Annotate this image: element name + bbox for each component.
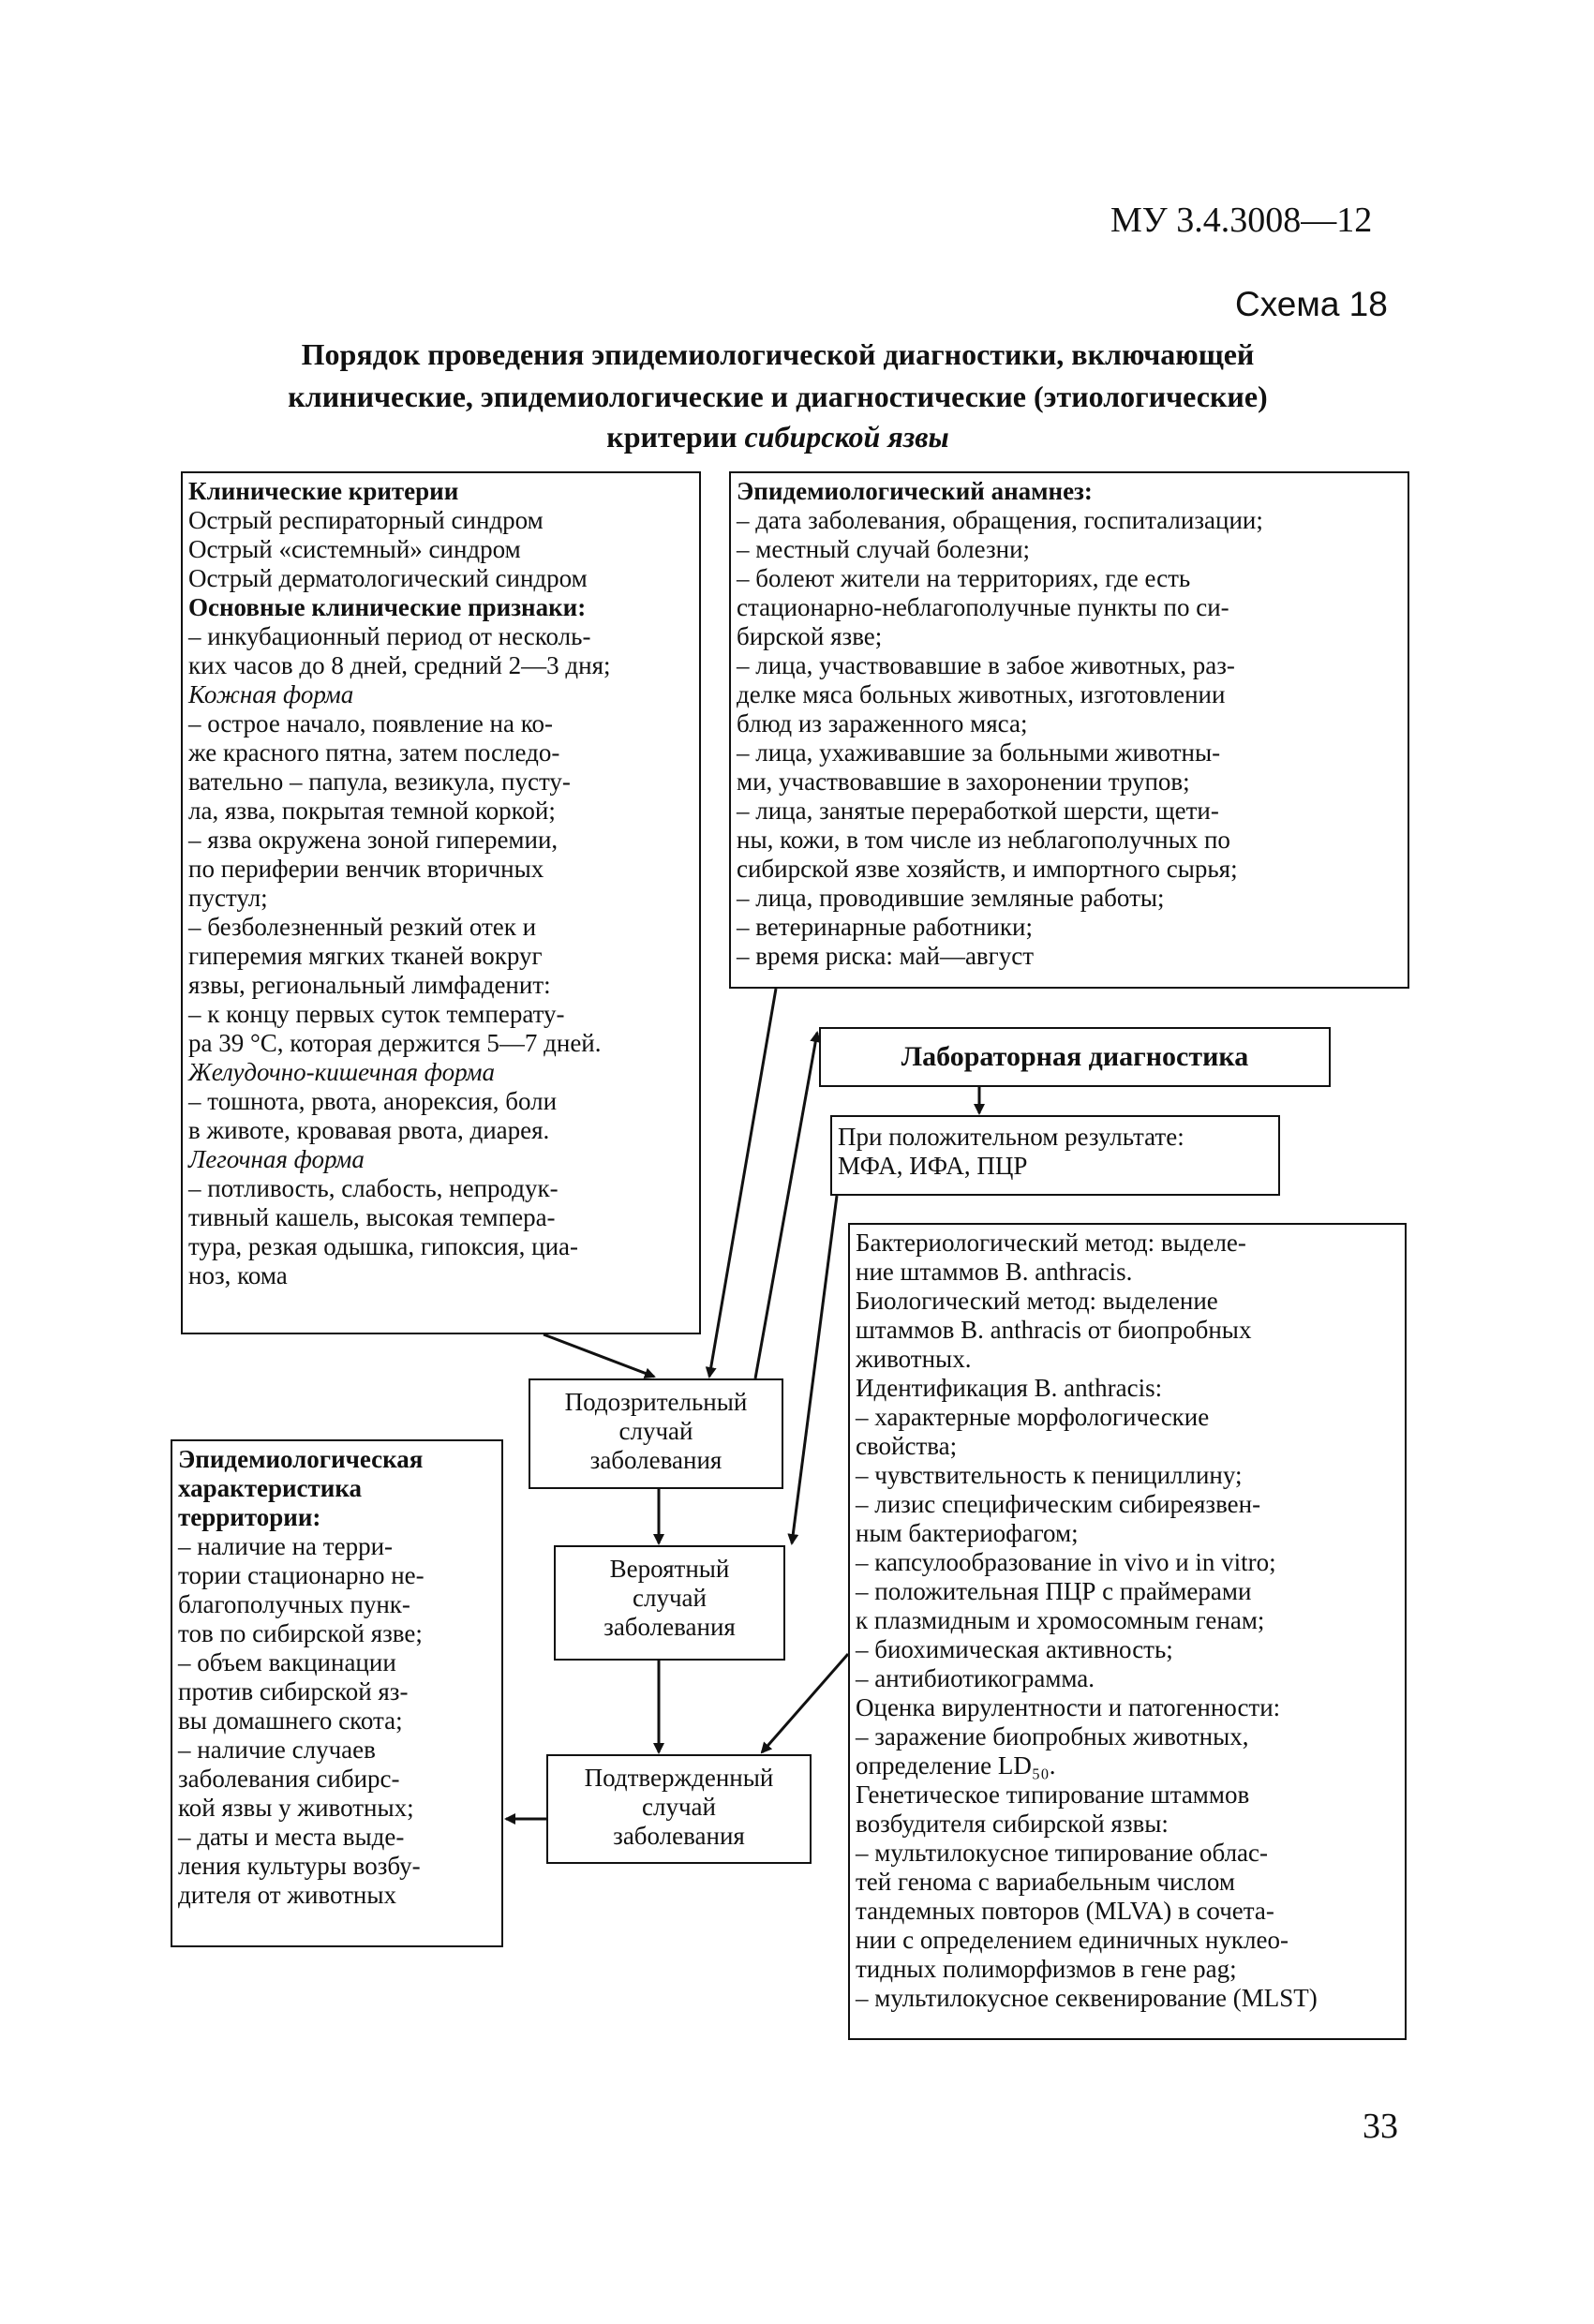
text-line: – даты и места выде- — [178, 1823, 405, 1851]
text-line: тивный кашель, высокая темпера- — [188, 1203, 556, 1231]
text-line: Биологический метод: выделение — [856, 1287, 1218, 1315]
text-line: тандемных повторов (MLVA) в сочета- — [856, 1897, 1274, 1925]
text-line: – острое начало, появление на ко- — [188, 709, 553, 737]
text-line: – к концу первых суток температу- — [188, 1000, 565, 1028]
text-line: стационарно-неблагополучные пункты по си- — [737, 593, 1229, 621]
text-line: ла, язва, покрытая темной коркой; — [188, 797, 556, 825]
text-line: пустул; — [188, 884, 268, 912]
text-line: нии с определением единичных нуклео- — [856, 1926, 1289, 1954]
case-label-line: Подтвержденный — [584, 1764, 774, 1792]
text-line: Клинические критерии — [188, 477, 459, 505]
case-label-line: Вероятный — [609, 1555, 730, 1583]
text-line: – язва окружена зоной гиперемии, — [188, 826, 559, 854]
text-line: Острый «системный» синдром — [188, 535, 521, 563]
arrow-clinical-to-suspected — [544, 1334, 654, 1377]
text-line: тидных полиморфизмов в гене pag; — [856, 1955, 1237, 1983]
text-line: определение LD₅₀. — [856, 1751, 1056, 1780]
scheme-label: Схема 18 — [1235, 285, 1388, 323]
text-line: – наличие случаев — [178, 1736, 376, 1764]
text-line: животных. — [856, 1345, 972, 1373]
case-label-line: заболевания — [613, 1822, 745, 1850]
text-line: – мультилокусное секвенирование (MLST) — [856, 1984, 1318, 2012]
text-line: ным бактериофагом; — [856, 1519, 1079, 1547]
text-line: – лица, проводившие земляные работы; — [737, 884, 1165, 912]
text-line: штаммов B. anthracis от биопробных — [856, 1316, 1252, 1344]
text-line: – мультилокусное типирование облас- — [856, 1839, 1269, 1867]
text-line: тей генома с вариабельным числом — [856, 1868, 1235, 1896]
text-line: благополучных пунк- — [178, 1590, 410, 1618]
text-line: бирской язве; — [737, 622, 883, 650]
case-label-line: заболевания — [603, 1613, 736, 1641]
text-line: – лица, участвовавшие в забое животных, раз- — [737, 651, 1235, 679]
text-line: характеристика — [178, 1474, 362, 1502]
text-line: – местный случай болезни; — [737, 535, 1031, 563]
title-italic-part: сибирской язвы — [744, 420, 949, 454]
text-line: тов по сибирской язве; — [178, 1619, 423, 1647]
text-line: вы домашнего скота; — [178, 1706, 403, 1735]
document-code: МУ 3.4.3008—12 — [1110, 201, 1373, 240]
text-line: ра 39 °С, которая держится 5—7 дней. — [188, 1029, 602, 1057]
text-line: – наличие на терри- — [178, 1532, 394, 1560]
laboratory-diagnostics-title: Лабораторная диагностика — [901, 1041, 1249, 1072]
text-line: Основные клинические признаки: — [188, 593, 587, 621]
arrow-methods-to-confirmed — [762, 1654, 848, 1752]
text-line: возбудителя сибирской язвы: — [856, 1810, 1169, 1838]
text-line: – биохимическая активность; — [856, 1635, 1173, 1663]
text-line: МФА, ИФА, ПЦР — [838, 1152, 1028, 1180]
text-line: – положительная ПЦР с праймерами — [856, 1577, 1252, 1605]
text-line: в животе, кровавая рвота, диарея. — [188, 1116, 550, 1144]
title-normal-part: критерии — [606, 420, 737, 454]
case-label-line: заболевания — [589, 1446, 723, 1474]
text-line: – тошнота, рвота, анорексия, боли — [188, 1087, 558, 1115]
text-line: же красного пятна, затем последо- — [188, 738, 560, 767]
diagram-title-line-2: клинические, эпидемиологические и диагностические (этиологические) — [288, 380, 1268, 413]
text-line: ких часов до 8 дней, средний 2—3 дня; — [188, 651, 611, 679]
text-line: – капсулообразование in vivo и in vitro; — [856, 1548, 1276, 1576]
text-line: тура, резкая одышка, гипоксия, циа- — [188, 1232, 578, 1260]
text-line: делке мяса больных животных, изготовлении — [737, 680, 1226, 708]
text-line: кой язвы у животных; — [178, 1794, 414, 1822]
arrow-suspected-to-lab — [755, 1033, 817, 1378]
text-line: – лизис специфическим сибиреязвен- — [856, 1490, 1261, 1518]
arrow-positive-to-probable — [792, 1196, 837, 1543]
text-line: – характерные морфологические — [856, 1403, 1210, 1431]
text-line: – дата заболевания, обращения, госпитализации; — [737, 506, 1263, 534]
page-number: 33 — [1363, 2107, 1398, 2146]
text-line: При положительном результате: — [838, 1123, 1184, 1151]
text-line: ми, участвовавшие в захоронении трупов; — [737, 767, 1190, 796]
text-line: – болеют жители на территориях, где есть — [737, 564, 1191, 592]
text-line: – безболезненный резкий отек и — [188, 913, 537, 941]
text-line: Оценка вирулентности и патогенности: — [856, 1693, 1281, 1721]
text-line: – ветеринарные работники; — [737, 913, 1033, 941]
text-line: вательно – папула, везикула, пусту- — [188, 767, 571, 796]
text-line: территории: — [178, 1503, 321, 1531]
text-line: Эпидемиологическая — [178, 1445, 424, 1473]
text-line: тории стационарно не- — [178, 1561, 425, 1589]
case-label-line: случай — [642, 1793, 716, 1821]
text-line: Идентификация B. anthracis: — [856, 1374, 1163, 1402]
case-label-line: Подозрительный — [564, 1388, 748, 1416]
text-line: ние штаммов B. anthracis. — [856, 1258, 1133, 1286]
text-line: – потливость, слабость, непродук- — [188, 1174, 559, 1202]
text-line: Кожная форма — [188, 680, 354, 708]
text-line: против сибирской яз- — [178, 1677, 409, 1706]
text-line: заболевания сибирс- — [178, 1765, 400, 1793]
text-line: сибирской язве хозяйств, и импортного сырья; — [737, 855, 1238, 883]
text-line: Генетическое типирование штаммов — [856, 1780, 1250, 1809]
text-line: – время риска: май—август — [737, 942, 1035, 970]
text-line: дителя от животных — [178, 1881, 397, 1909]
text-line: – заражение биопробных животных, — [856, 1722, 1249, 1750]
text-line: язвы, региональный лимфаденит: — [188, 971, 551, 999]
text-line: – антибиотикограмма. — [856, 1664, 1095, 1692]
text-line: свойства; — [856, 1432, 958, 1460]
text-line: – инкубационный период от несколь- — [188, 622, 591, 650]
text-line: ления культуры возбу- — [178, 1852, 421, 1880]
text-line: гиперемия мягких тканей вокруг — [188, 942, 543, 970]
text-line: Желудочно-кишечная форма — [188, 1058, 496, 1086]
text-line: ноз, кома — [188, 1261, 288, 1289]
text-line: – объем вакцинации — [178, 1648, 396, 1676]
text-line: Острый дерматологический синдром — [188, 564, 588, 592]
diagram-title-line-1: Порядок проведения эпидемиологической диагностики, включающей — [301, 337, 1255, 371]
text-line: – лица, ухаживавшие за больными животны- — [737, 738, 1221, 767]
text-line: ны, кожи, в том числе из неблагополучных по — [737, 826, 1230, 854]
text-line: к плазмидным и хромосомным генам; — [856, 1606, 1265, 1634]
text-line: – чувствительность к пенициллину; — [856, 1461, 1243, 1489]
case-label-line: случай — [618, 1417, 693, 1445]
text-line: по периферии венчик вторичных — [188, 855, 544, 883]
text-line: блюд из зараженного мяса; — [737, 709, 1028, 737]
text-line: – лица, занятые переработкой шерсти, щети- — [737, 797, 1219, 825]
text-line: Бактериологический метод: выделе- — [856, 1229, 1246, 1257]
text-line: Эпидемиологический анамнез: — [737, 477, 1093, 505]
text-line: Легочная форма — [188, 1145, 365, 1173]
case-label-line: случай — [633, 1584, 707, 1612]
text-line: Острый респираторный синдром — [188, 506, 544, 534]
